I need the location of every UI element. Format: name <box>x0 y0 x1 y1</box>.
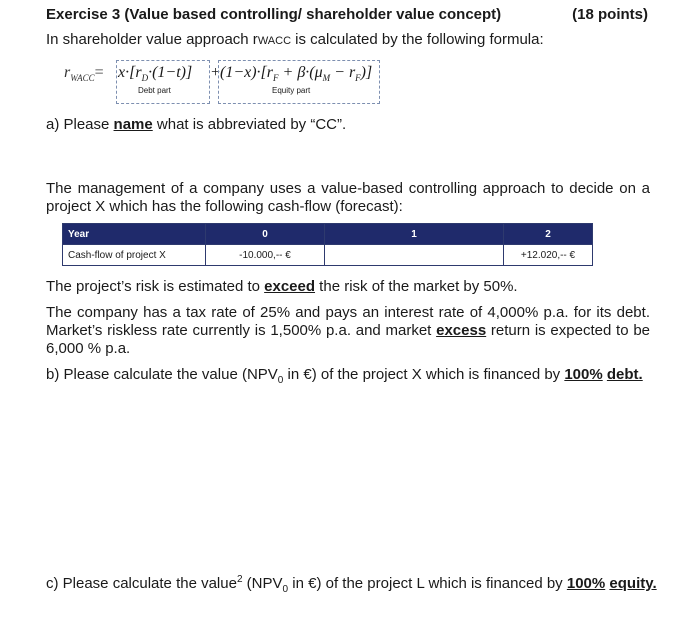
header-year-2: 2 <box>504 224 593 245</box>
formula-lhs-r: r <box>64 64 71 81</box>
question-b-emph2: debt. <box>606 366 643 383</box>
formula-lhs-sub: WACC <box>70 73 95 84</box>
equity-mid: + β·(μ <box>278 64 323 81</box>
question-c-mid1: (NPV <box>242 575 283 592</box>
formula-lhs <box>64 64 104 83</box>
cashflow-year-2: +12.020,-- € <box>504 245 593 266</box>
intro-text <box>46 31 544 50</box>
intro-sub: WACC <box>257 35 292 47</box>
header-year-1: 1 <box>325 224 504 245</box>
question-c-sup: 2 <box>236 574 243 585</box>
formula-equals: = <box>94 64 104 81</box>
rates-pre: The company has a tax rate of 25% and pays an interest rate of 4,000% p.a. for its debt. Market’s riskless rate currently is 1,500% p.a. and market <box>46 304 650 339</box>
debt-sub: D <box>141 73 149 84</box>
cashflow-header-row <box>63 224 593 245</box>
equity-sub3: F <box>355 73 361 84</box>
cashflow-table <box>62 223 593 266</box>
equity-part-label: Equity part <box>272 86 311 95</box>
question-a-pre: a) Please <box>46 116 114 133</box>
rates-post: return is expected to be 6,000 % p.a. <box>46 322 651 357</box>
header-year-0: 0 <box>206 224 325 245</box>
formula-equity-expr <box>220 64 372 83</box>
question-c-mid2: in €) of the project L which is financed by <box>288 575 567 592</box>
question-b-mid: in €) of the project X which is financed by <box>283 366 565 383</box>
question-b-emph1: 100% <box>564 366 603 383</box>
debt-part-label: Debt part <box>138 86 171 95</box>
debt-expr: x·[r <box>118 64 142 81</box>
rates-emph: excess <box>436 322 487 339</box>
intro-post: is calculated by the following formula: <box>291 31 544 48</box>
formula-plus: + <box>210 64 221 81</box>
question-a <box>46 116 346 134</box>
question-b <box>46 366 643 390</box>
risk-pre: The project’s risk is estimated to <box>46 278 265 295</box>
formula-debt-expr <box>118 64 192 83</box>
question-b-pre: b) Please calculate the value (NPV <box>46 366 278 383</box>
question-c <box>46 571 657 599</box>
equity-sub2: M <box>322 73 331 84</box>
cashflow-year-0: -10.000,-- € <box>206 245 325 266</box>
risk-text <box>46 278 518 296</box>
equity-end: )] <box>360 64 373 81</box>
cashflow-data-row <box>63 245 593 266</box>
question-c-emph2: equity. <box>609 575 657 592</box>
question-c-pre: c) Please calculate the value <box>46 575 237 592</box>
points-label: (18 points) <box>572 6 648 23</box>
question-c-sub: 0 <box>282 584 289 595</box>
question-a-post: what is abbreviated by “CC”. <box>152 116 347 133</box>
debt-rest: ·(1−t)] <box>148 64 193 81</box>
header-year: Year <box>63 224 206 245</box>
intro-pre: In shareholder value approach r <box>46 31 258 48</box>
equity-mid2: − r <box>330 64 356 81</box>
wacc-formula <box>64 60 384 110</box>
equity-pre: (1−x)·[r <box>220 64 274 81</box>
equity-sub1: F <box>273 73 279 84</box>
question-b-sub: 0 <box>277 375 284 386</box>
risk-emph: exceed <box>264 278 316 295</box>
rates-paragraph <box>46 304 650 358</box>
question-a-emph: name <box>113 116 153 133</box>
management-paragraph: The management of a company uses a value-based controlling approach to decide on a project X which has the following cash-flow (forecast): <box>46 180 650 215</box>
cashflow-year-1 <box>325 245 504 266</box>
question-c-emph1: 100% <box>566 575 606 592</box>
row-label: Cash-flow of project X <box>63 245 206 266</box>
exercise-title: Exercise 3 (Value based controlling/ shareholder value concept) <box>46 6 502 23</box>
risk-post: the risk of the market by 50%. <box>315 278 518 295</box>
